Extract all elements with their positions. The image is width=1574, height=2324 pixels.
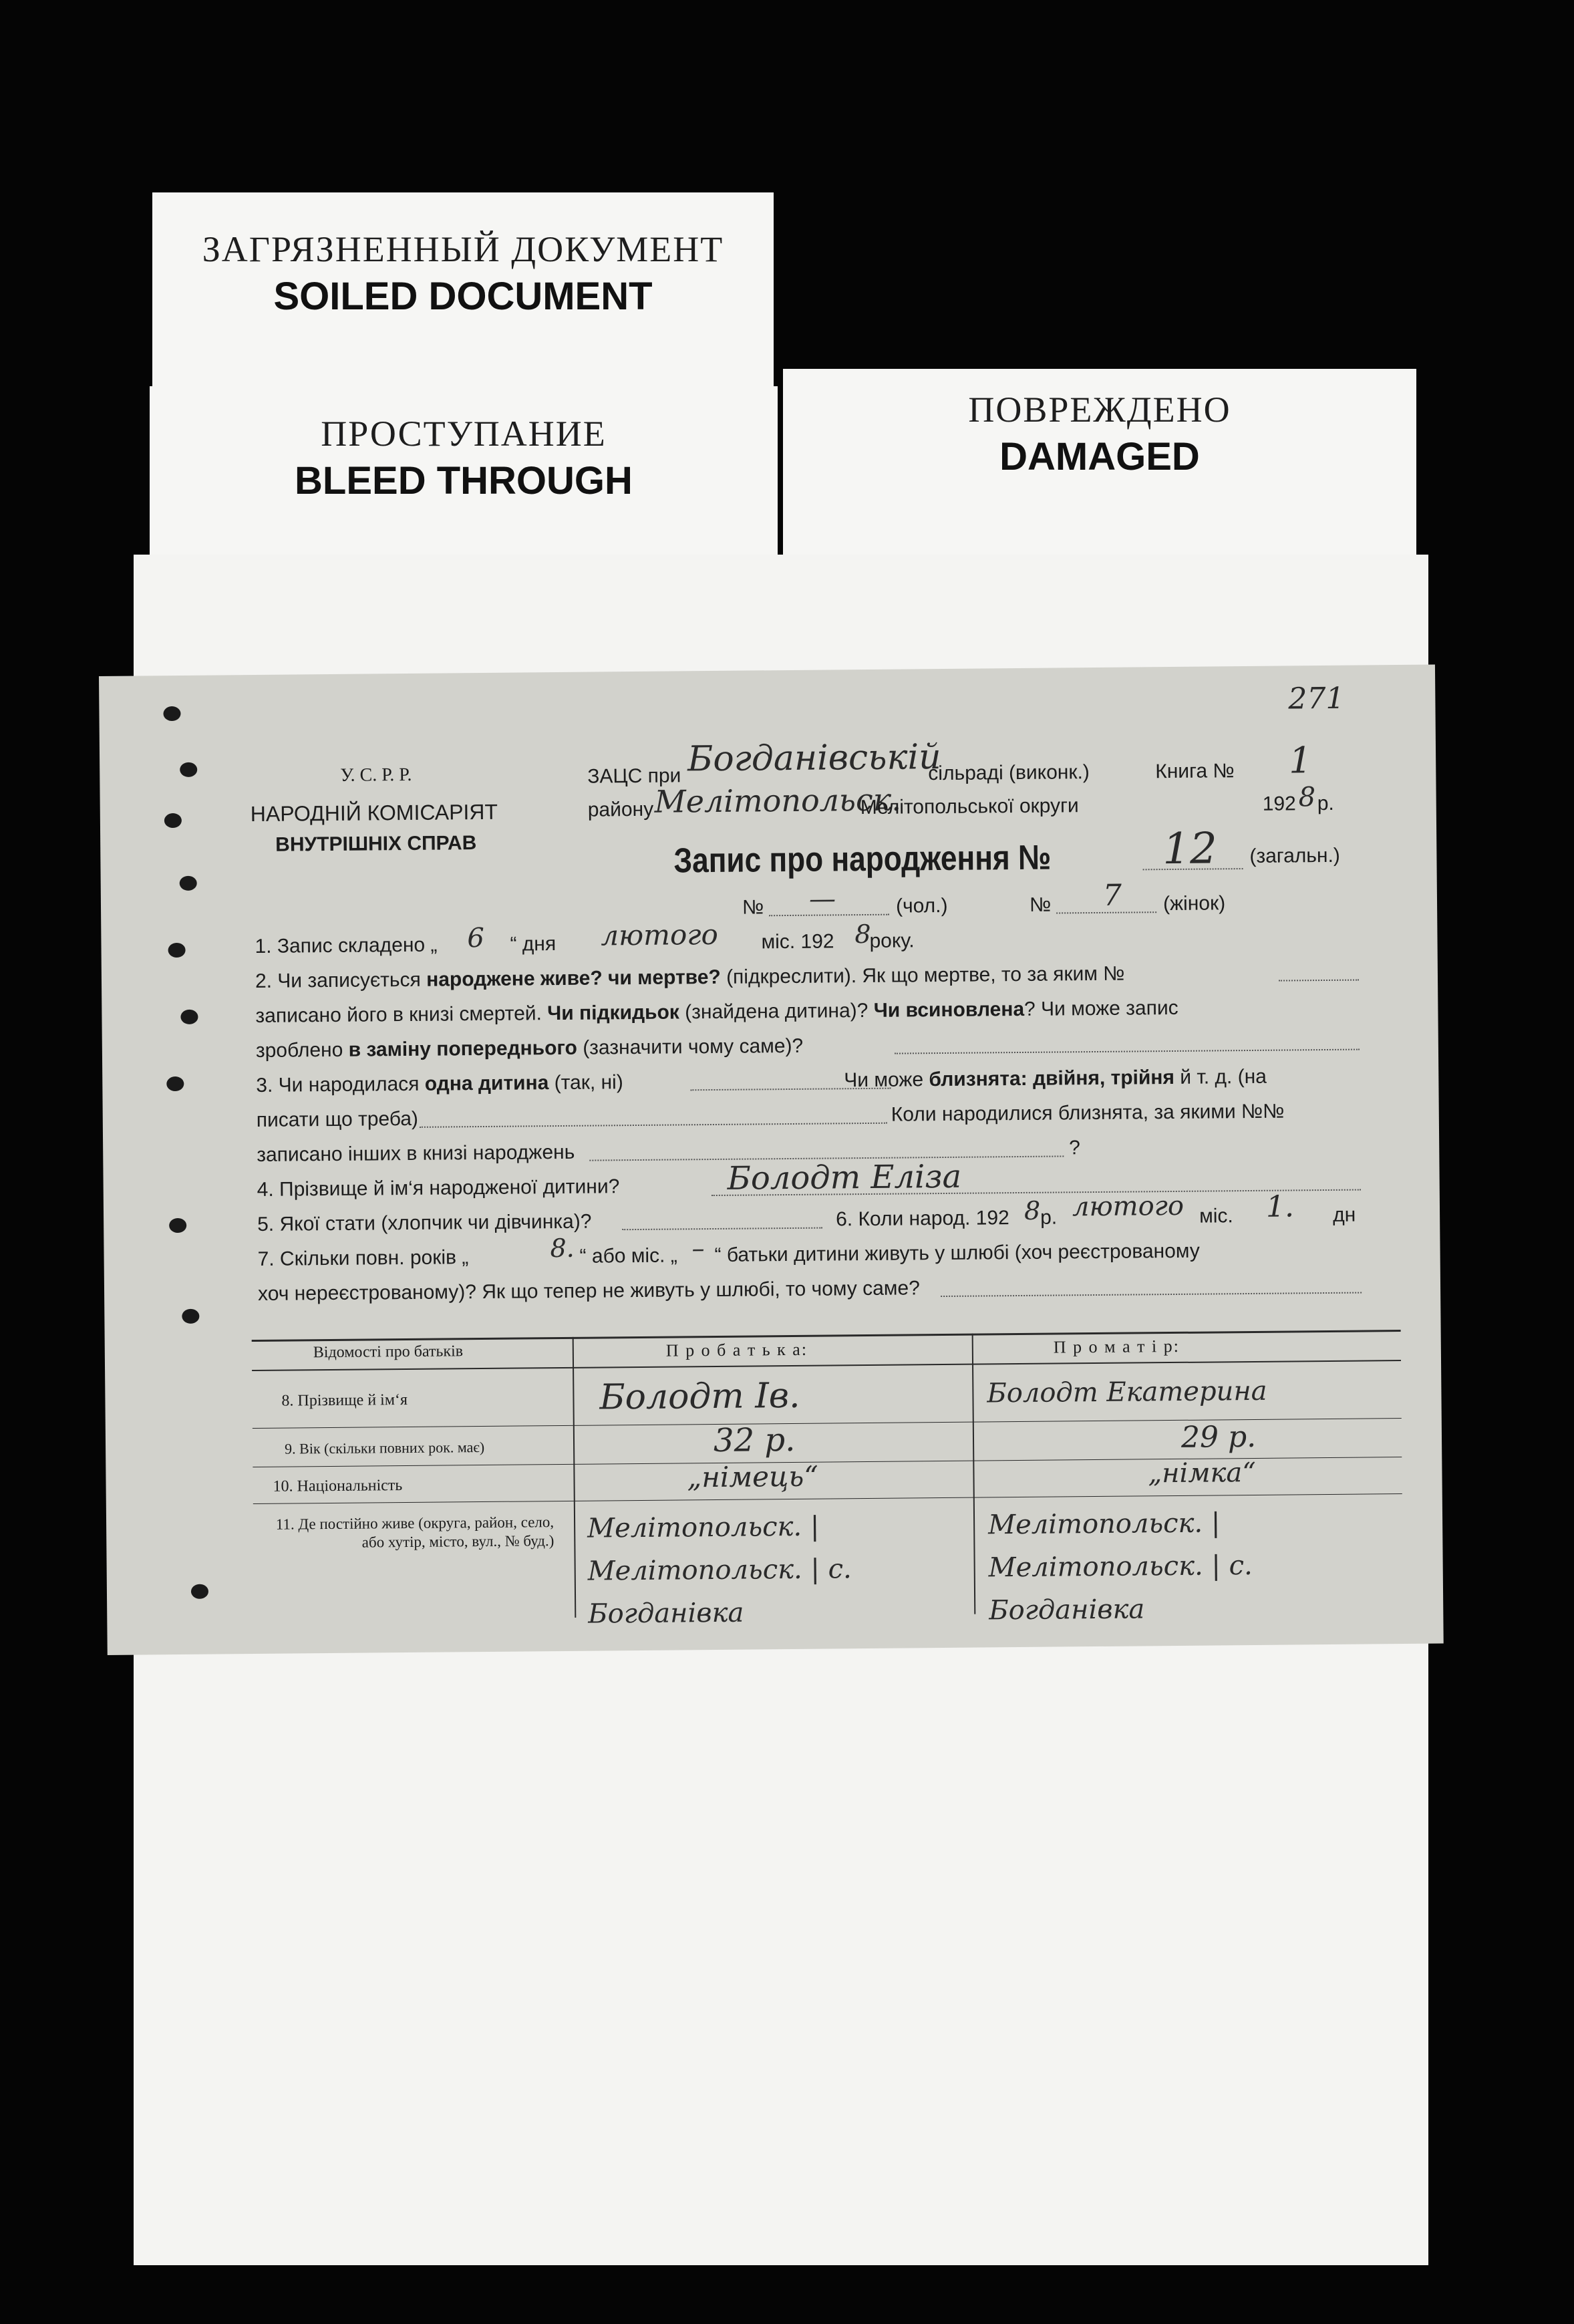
punch-hole: [164, 813, 182, 828]
row-10-father-hw: „німець“: [687, 1459, 818, 1494]
bleed-through-card: [150, 386, 778, 567]
row-9-father-hw: 32 р.: [713, 1421, 796, 1460]
male-suffix: (чол.): [895, 894, 948, 917]
damaged-ru-label: ПОВРЕЖДЕНО: [968, 390, 1231, 430]
item-2-line-1: [255, 963, 1125, 993]
year-suffix: р.: [1317, 792, 1334, 815]
table-header-mother: П р о м а т і р:: [1053, 1336, 1180, 1357]
punch-hole: [168, 943, 185, 958]
row-9-label: 9. Вік (скільки повних рок. має): [284, 1439, 485, 1457]
item-6-month-hw: лютого: [1072, 1190, 1185, 1223]
row-8-father-hw: Болодт Ів.: [599, 1375, 800, 1418]
item-3-line-1b: [844, 1066, 1267, 1093]
item-7-text-b: “ або міс. „: [579, 1244, 677, 1268]
item-2-line-2: [255, 997, 1178, 1028]
item-6-text-a: 6. Коли народ. 192: [835, 1207, 1009, 1231]
female-no-hw: 7: [1102, 878, 1122, 913]
item-2-line-2a: записано його в книзі смертей.: [255, 1002, 548, 1027]
record-title: Запис про народження №: [673, 838, 1052, 881]
item-1-text-d: року.: [869, 929, 915, 952]
okruga-label: Мелітопольської округи: [860, 794, 1079, 819]
punch-hole: [182, 1309, 199, 1324]
punch-hole: [166, 1076, 184, 1091]
item-2-line-3-blank: [895, 1049, 1360, 1054]
zags-village-hw: Богданівській: [687, 737, 941, 780]
male-no-label: №: [742, 896, 764, 919]
table-top-rule: [252, 1330, 1401, 1342]
item-1-text-b: “ дня: [510, 933, 557, 956]
item-2-text-c: (підкреслити). Як що мертве, то за яким №: [720, 962, 1125, 988]
general-label: (загальн.): [1249, 844, 1340, 867]
bleed-ru-label: ПРОСТУПАНИЕ: [321, 414, 607, 454]
book-label: Книга №: [1155, 760, 1235, 783]
table-header-rule: [252, 1360, 1401, 1371]
item-3-line-2-blank: [420, 1123, 887, 1128]
item-3-text-f: й т. д. (на: [1174, 1065, 1267, 1088]
item-6-day-hw: 1.: [1265, 1189, 1295, 1224]
item-5-text: 5. Якої стати (хлопчик чи дівчинка)?: [257, 1210, 592, 1236]
item-1-text-c: міс. 192: [761, 930, 834, 954]
male-no-hw: —: [808, 883, 836, 915]
soiled-document-card: [152, 192, 774, 393]
table-col-rule: [573, 1337, 577, 1618]
table-header-parents: Відомості про батьків: [313, 1342, 464, 1362]
book-number-hw: 1: [1288, 739, 1312, 782]
item-7-line-2: хоч нереєстрованому)? Як що тепер не живуть у шлюбі, то чому саме?: [257, 1277, 920, 1305]
item-3-line-2b: Коли народилися близнята, за якими №№: [891, 1100, 1285, 1126]
item-2-text-b: народжене живе? чи мертве?: [426, 966, 721, 991]
punch-hole: [169, 1218, 186, 1233]
district-label: району: [587, 798, 654, 821]
item-7-text-a: 7. Скільки повн. років „: [257, 1246, 469, 1270]
female-no-line: [1056, 911, 1156, 913]
item-3-line-1a: [256, 1071, 623, 1097]
row-8-mother-hw: Болодт Екатерина: [987, 1375, 1267, 1409]
internal-affairs-label: ВНУТРІШНІХ СПРАВ: [275, 832, 477, 856]
record-number-hw: 12: [1162, 824, 1218, 875]
item-3-text-c: (так, ні): [548, 1071, 623, 1095]
soiled-ru-label: ЗАГРЯЗНЕННЫЙ ДОКУМЕНТ: [202, 229, 724, 269]
year-digit-hw: 8: [1298, 782, 1316, 813]
item-2-text-a: 2. Чи записується: [255, 968, 427, 992]
row-10-mother-hw: „німка“: [1148, 1457, 1256, 1489]
row-8-label: 8. Прізвище й ім‘я: [281, 1391, 408, 1410]
punch-hole: [191, 1584, 208, 1599]
row-10-label: 10. Національність: [273, 1477, 403, 1495]
item-2-line-1-blank: [1279, 980, 1359, 982]
ussr-label: У. С. Р. Р.: [340, 764, 412, 786]
row-11-label: 11. Де постійно живе (округа, район, село, або хутір, місто, вул., № буд.): [275, 1513, 555, 1551]
item-5-blank: [622, 1227, 822, 1231]
item-7-years-hw: 8.: [550, 1233, 575, 1264]
table-col-rule: [972, 1334, 976, 1614]
damaged-en-label: DAMAGED: [999, 435, 1200, 478]
item-6-text-c: міс.: [1199, 1205, 1233, 1227]
item-3-text-a: 3. Чи народилася: [256, 1072, 425, 1097]
item-7-line-2-blank: [941, 1292, 1362, 1297]
item-1-text-a: 1. Запис складено „: [255, 933, 438, 958]
item-2-line-3c: (зазначити чому саме)?: [577, 1034, 804, 1059]
page-number: 271: [1288, 681, 1345, 716]
item-2-line-2d: Чи всиновлена: [873, 998, 1025, 1022]
punch-hole: [180, 762, 197, 777]
item-3-line-3b: ?: [1069, 1137, 1081, 1159]
soiled-en-label: SOILED DOCUMENT: [273, 275, 653, 318]
item-3-text-e: близнята: двійня, трійня: [929, 1066, 1175, 1091]
row-11-father-hw: Мелітопольск. | Мелітопольск. | с. Богданівка: [587, 1511, 852, 1630]
district-hw: Мелітопольск.: [654, 781, 902, 820]
table-header-father: П р о б а т ь к а:: [665, 1339, 808, 1360]
item-3-text-d: Чи може: [844, 1068, 929, 1092]
item-6-text-d: дн: [1332, 1203, 1356, 1226]
item-2-line-2e: ? Чи може запис: [1024, 996, 1178, 1020]
item-3-line-2a: писати що треба): [256, 1107, 419, 1131]
row-9-mother-hw: 29 р.: [1180, 1419, 1257, 1455]
punch-hole: [180, 876, 197, 891]
damaged-card: [783, 369, 1416, 569]
item-6-text-b: р.: [1040, 1206, 1058, 1229]
item-4-text: 4. Прізвище й ім‘я народженої дитини?: [257, 1175, 620, 1201]
punch-hole: [180, 1010, 198, 1024]
item-2-line-3a: зроблено: [255, 1038, 349, 1062]
item-2-line-3b: в заміну попереднього: [348, 1036, 578, 1061]
punch-hole: [163, 706, 180, 721]
item-7-months-hw: –: [691, 1233, 705, 1264]
male-no-line: [769, 914, 889, 917]
year-prefix: 192: [1262, 792, 1296, 815]
item-1-month-hw: лютого: [601, 917, 718, 952]
item-2-line-3: [256, 1035, 804, 1062]
item-3-text-b: одна дитина: [424, 1072, 549, 1095]
item-3-line-3a: записано інших в книзі народжень: [257, 1141, 575, 1166]
item-2-line-2c: (знайдена дитина)?: [679, 999, 874, 1024]
commissariat-label: НАРОДНІЙ КОМІСАРІЯТ: [250, 799, 498, 827]
item-2-line-2b: Чи підкидьок: [547, 1001, 680, 1025]
birth-record-form: [99, 665, 1444, 1655]
item-4-child-name-hw: Болодт Еліза: [727, 1157, 962, 1197]
female-no-label: №: [1029, 893, 1052, 916]
zags-label: ЗАЦС при: [587, 764, 681, 788]
female-suffix: (жінок): [1162, 892, 1226, 915]
item-1-day-hw: 6: [467, 922, 485, 954]
item-6-year-hw: 8: [1024, 1195, 1041, 1225]
bleed-en-label: BLEED THROUGH: [295, 459, 633, 502]
item-7-text-c: “ батьки дитини живуть у шлюбі (хоч реєстрованому: [714, 1240, 1200, 1266]
item-1-year-hw: 8: [854, 919, 871, 950]
zags-council-label: сільраді (виконк.): [928, 761, 1090, 785]
row-11-mother-hw: Мелітопольск. | Мелітопольск. | с. Богданівка: [987, 1507, 1253, 1626]
